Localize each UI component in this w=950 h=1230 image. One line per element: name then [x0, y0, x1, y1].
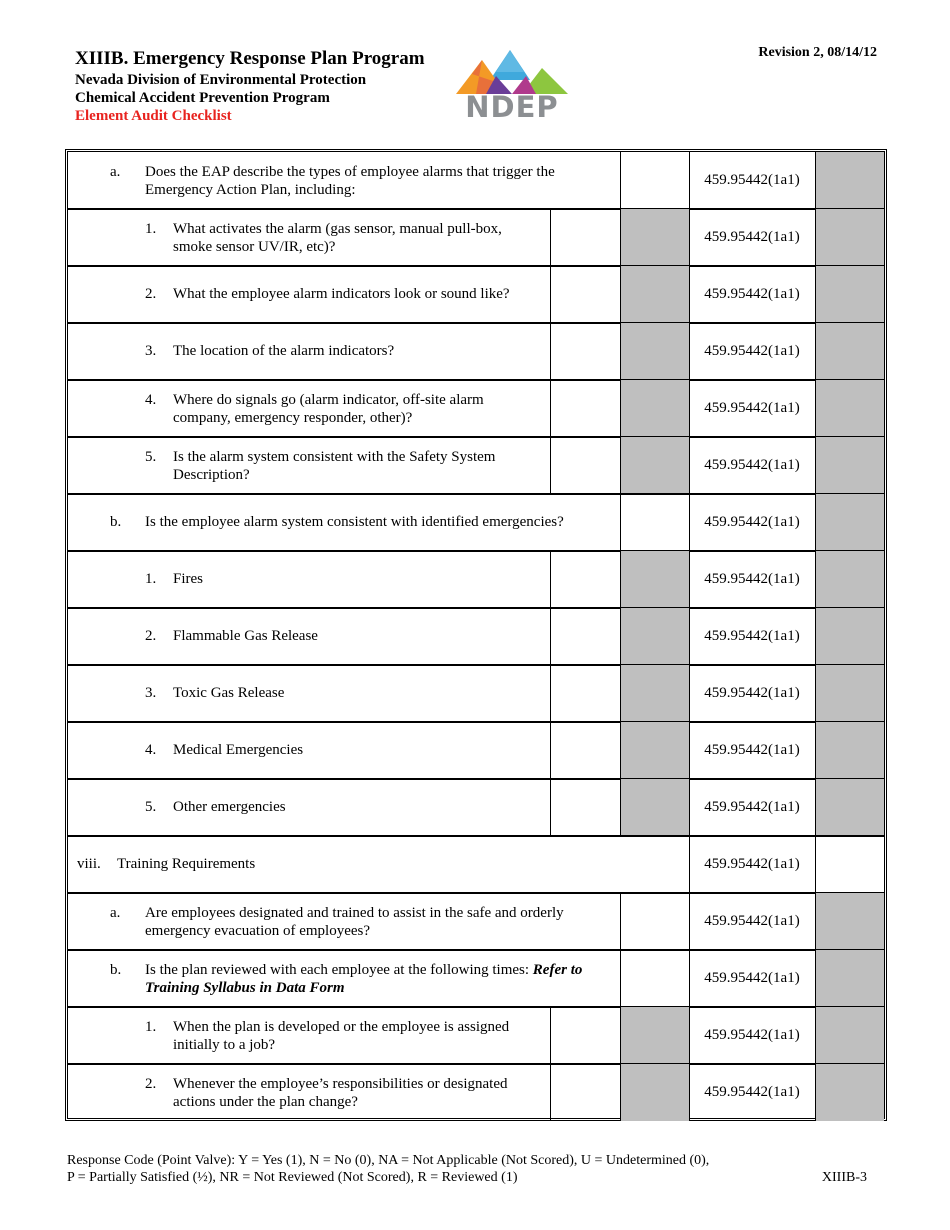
reference-cell — [689, 950, 815, 1007]
column-divider — [550, 1007, 551, 1064]
table-row — [68, 380, 884, 437]
item-marker: b. — [110, 962, 122, 978]
shaded-cell — [620, 380, 689, 437]
table-row — [68, 209, 884, 266]
question-text — [173, 798, 530, 816]
question-text — [173, 1018, 530, 1054]
table-row — [68, 494, 884, 551]
column-divider — [620, 1064, 621, 1121]
column-divider — [689, 608, 690, 665]
item-marker: 1. — [145, 221, 157, 237]
reference-cell — [689, 779, 815, 836]
item-marker: 3. — [145, 343, 157, 359]
shaded-cell — [815, 551, 884, 608]
question-text — [145, 163, 608, 199]
reference-cell — [689, 608, 815, 665]
question-text-body: Other emergencies — [173, 799, 286, 815]
reference-cell — [689, 722, 815, 779]
column-divider — [815, 1007, 816, 1064]
question-text-body: Where do signals go (alarm indicator, off-site alarm company, emergency responder, other)? — [173, 392, 484, 426]
response-cell[interactable] — [550, 323, 620, 380]
table-row — [68, 893, 884, 950]
shaded-cell — [620, 1064, 689, 1121]
item-marker: 2. — [145, 628, 157, 644]
response-cell[interactable] — [550, 437, 620, 494]
reference-cell — [689, 551, 815, 608]
item-marker: a. — [110, 905, 121, 921]
column-divider — [689, 437, 690, 494]
question-text — [173, 570, 530, 588]
shaded-cell — [620, 1007, 689, 1064]
response-cell[interactable] — [550, 779, 620, 836]
response-cell[interactable] — [620, 152, 689, 209]
question-text — [173, 741, 530, 759]
reference-cell — [689, 836, 815, 893]
column-divider — [689, 380, 690, 437]
question-text-body: Toxic Gas Release — [173, 685, 285, 701]
question-text-body: Training Requirements — [117, 856, 256, 872]
reference-cell — [689, 665, 815, 722]
legend-line-1: Response Code (Point Valve): Y = Yes (1), N = No (0), NA = Not Applicable (Not Scored), U = Undetermined (0), — [67, 1153, 710, 1168]
shaded-cell — [815, 323, 884, 380]
column-divider — [815, 152, 816, 209]
reference-code: 459.95442(1a1) — [704, 571, 800, 587]
page-number: XIIIB-3 — [821, 1170, 867, 1185]
ndep-logo — [452, 46, 572, 126]
reference-code: 459.95442(1a1) — [704, 457, 800, 473]
logo-text: NDEP — [465, 90, 559, 124]
column-divider — [815, 779, 816, 836]
column-divider — [815, 665, 816, 722]
column-divider — [620, 380, 621, 437]
table-row — [68, 722, 884, 779]
table-row — [68, 152, 884, 209]
mountain-logo-icon — [452, 46, 572, 96]
shaded-cell — [620, 608, 689, 665]
checklist-table — [65, 149, 887, 1121]
column-divider — [689, 209, 690, 266]
reference-code: 459.95442(1a1) — [704, 514, 800, 530]
column-divider — [815, 380, 816, 437]
reference-cell — [689, 266, 815, 323]
item-marker: b. — [110, 514, 122, 530]
question-text — [173, 391, 530, 427]
item-marker: 5. — [145, 449, 157, 465]
question-text-body: Is the alarm system consistent with the Safety System Description? — [173, 449, 496, 483]
item-marker: 3. — [145, 685, 157, 701]
response-cell[interactable] — [620, 893, 689, 950]
reference-code: 459.95442(1a1) — [704, 1084, 800, 1100]
column-divider — [815, 836, 816, 893]
question-text — [173, 220, 530, 256]
column-divider — [689, 494, 690, 551]
question-text — [145, 513, 608, 531]
response-cell[interactable] — [620, 950, 689, 1007]
reference-cell — [689, 1064, 815, 1121]
column-divider — [689, 152, 690, 209]
shaded-cell — [620, 209, 689, 266]
reference-cell — [689, 152, 815, 209]
column-divider — [689, 665, 690, 722]
reference-code: 459.95442(1a1) — [704, 685, 800, 701]
response-cell[interactable] — [550, 608, 620, 665]
column-divider — [620, 665, 621, 722]
column-divider — [550, 323, 551, 380]
document-title: XIIIB. Emergency Response Plan Program — [75, 48, 425, 69]
table-row — [68, 779, 884, 836]
response-cell[interactable] — [550, 1064, 620, 1121]
shaded-cell — [620, 323, 689, 380]
response-cell[interactable] — [550, 665, 620, 722]
shaded-cell — [815, 494, 884, 551]
question-text — [173, 448, 530, 484]
agency-name: Nevada Division of Environmental Protection — [75, 72, 367, 88]
table-row — [68, 266, 884, 323]
column-divider — [550, 1064, 551, 1121]
shaded-cell — [620, 722, 689, 779]
reference-code: 459.95442(1a1) — [704, 172, 800, 188]
column-divider — [550, 608, 551, 665]
item-marker: 2. — [145, 1076, 157, 1092]
legend-line-2: P = Partially Satisfied (½), NR = Not Reviewed (Not Scored), R = Reviewed (1) — [67, 1170, 518, 1185]
column-divider — [550, 665, 551, 722]
column-divider — [689, 950, 690, 1007]
shaded-cell — [815, 893, 884, 950]
question-text-body: Fires — [173, 571, 203, 587]
shaded-cell — [815, 722, 884, 779]
shaded-cell — [815, 1007, 884, 1064]
reference-cell — [689, 437, 815, 494]
column-divider — [815, 608, 816, 665]
column-divider — [620, 950, 621, 1007]
reference-code: 459.95442(1a1) — [704, 970, 800, 986]
column-divider — [689, 893, 690, 950]
table-row — [68, 950, 884, 1007]
item-marker: 1. — [145, 571, 157, 587]
column-divider — [620, 551, 621, 608]
reference-code: 459.95442(1a1) — [704, 229, 800, 245]
question-text — [145, 961, 608, 997]
question-text — [173, 1075, 530, 1111]
item-marker: 2. — [145, 286, 157, 302]
column-divider — [620, 266, 621, 323]
column-divider — [815, 1064, 816, 1121]
shaded-cell — [620, 779, 689, 836]
response-code-legend — [67, 1152, 709, 1186]
column-divider — [815, 950, 816, 1007]
column-divider — [815, 437, 816, 494]
table-row — [68, 836, 884, 893]
item-marker: 4. — [145, 742, 157, 758]
reference-code: 459.95442(1a1) — [704, 856, 800, 872]
column-divider — [620, 1007, 621, 1064]
table-row — [68, 608, 884, 665]
column-divider — [620, 608, 621, 665]
checklist-label: Element Audit Checklist — [75, 108, 232, 124]
column-divider — [620, 323, 621, 380]
table-row — [68, 323, 884, 380]
question-text-body: What the employee alarm indicators look or sound like? — [173, 286, 510, 302]
reference-code: 459.95442(1a1) — [704, 400, 800, 416]
column-divider — [550, 266, 551, 323]
shaded-cell — [815, 950, 884, 1007]
table-row — [68, 1064, 884, 1121]
response-cell[interactable] — [550, 1007, 620, 1064]
question-text-body: Flammable Gas Release — [173, 628, 318, 644]
question-text-body: Medical Emergencies — [173, 742, 304, 758]
column-divider — [620, 779, 621, 836]
column-divider — [550, 779, 551, 836]
shaded-cell — [815, 779, 884, 836]
column-divider — [689, 323, 690, 380]
column-divider — [620, 494, 621, 551]
reference-code: 459.95442(1a1) — [704, 742, 800, 758]
shaded-cell — [620, 665, 689, 722]
question-text — [173, 684, 530, 702]
reference-code: 459.95442(1a1) — [704, 799, 800, 815]
response-cell[interactable] — [550, 209, 620, 266]
question-text-body: Whenever the employee’s responsibilities or designated actions under the plan change? — [173, 1076, 508, 1110]
response-cell[interactable] — [550, 266, 620, 323]
reference-code: 459.95442(1a1) — [704, 343, 800, 359]
column-divider — [815, 722, 816, 779]
column-divider — [550, 380, 551, 437]
column-divider — [689, 551, 690, 608]
shaded-cell — [620, 266, 689, 323]
reference-cell — [689, 323, 815, 380]
response-cell[interactable] — [550, 551, 620, 608]
question-text — [173, 342, 530, 360]
shaded-cell — [620, 437, 689, 494]
question-text — [117, 855, 679, 873]
question-text-body: Are employees designated and trained to assist in the safe and orderly emergency evacuation of employees? — [145, 905, 564, 939]
column-divider — [815, 893, 816, 950]
question-text — [173, 627, 530, 645]
shaded-cell — [815, 209, 884, 266]
shaded-cell — [620, 551, 689, 608]
column-divider — [620, 209, 621, 266]
column-divider — [689, 722, 690, 779]
table-row — [68, 1007, 884, 1064]
program-name: Chemical Accident Prevention Program — [75, 90, 330, 106]
question-text-body: The location of the alarm indicators? — [173, 343, 395, 359]
revision-label: Revision 2, 08/14/12 — [758, 45, 877, 60]
column-divider — [689, 266, 690, 323]
column-divider — [815, 266, 816, 323]
column-divider — [815, 494, 816, 551]
table-row — [68, 665, 884, 722]
question-text-body: Is the employee alarm system consistent with identified emergencies? — [145, 514, 564, 530]
column-divider — [815, 323, 816, 380]
table-row — [68, 551, 884, 608]
shaded-cell — [815, 665, 884, 722]
column-divider — [550, 437, 551, 494]
response-cell[interactable] — [550, 380, 620, 437]
item-marker: 4. — [145, 392, 157, 408]
question-text-body: When the plan is developed or the employee is assigned initially to a job? — [173, 1019, 510, 1053]
column-divider — [550, 722, 551, 779]
column-divider — [620, 893, 621, 950]
question-text — [145, 904, 608, 940]
shaded-cell — [815, 152, 884, 209]
shaded-cell — [815, 266, 884, 323]
column-divider — [620, 437, 621, 494]
question-note: Refer to Training Syllabus in Data Form — [145, 962, 583, 996]
reference-code: 459.95442(1a1) — [704, 628, 800, 644]
shaded-cell — [815, 437, 884, 494]
reference-cell — [689, 209, 815, 266]
column-divider — [550, 551, 551, 608]
question-text — [173, 285, 530, 303]
shaded-cell — [815, 1064, 884, 1121]
column-divider — [689, 836, 690, 893]
reference-code: 459.95442(1a1) — [704, 1027, 800, 1043]
item-marker: 5. — [145, 799, 157, 815]
column-divider — [620, 722, 621, 779]
column-divider — [689, 1007, 690, 1064]
reference-cell — [689, 494, 815, 551]
response-cell[interactable] — [550, 722, 620, 779]
shaded-cell — [815, 608, 884, 665]
question-text-body: Does the EAP describe the types of employee alarms that trigger the Emergency Action Plan, including: — [145, 164, 555, 198]
question-text-body: What activates the alarm (gas sensor, manual pull-box, smoke sensor UV/IR, etc)? — [173, 221, 502, 255]
reference-cell — [689, 380, 815, 437]
response-cell[interactable] — [620, 494, 689, 551]
notes-cell[interactable] — [815, 836, 884, 893]
reference-code: 459.95442(1a1) — [704, 286, 800, 302]
shaded-cell — [815, 380, 884, 437]
reference-cell — [689, 1007, 815, 1064]
column-divider — [815, 551, 816, 608]
item-marker: viii. — [77, 856, 101, 872]
question-text-body: Is the plan reviewed with each employee at the following times: — [145, 962, 533, 978]
column-divider — [815, 209, 816, 266]
column-divider — [620, 152, 621, 209]
column-divider — [689, 1064, 690, 1121]
item-marker: 1. — [145, 1019, 157, 1035]
column-divider — [550, 209, 551, 266]
reference-cell — [689, 893, 815, 950]
table-row — [68, 437, 884, 494]
column-divider — [689, 779, 690, 836]
item-marker: a. — [110, 164, 121, 180]
reference-code: 459.95442(1a1) — [704, 913, 800, 929]
